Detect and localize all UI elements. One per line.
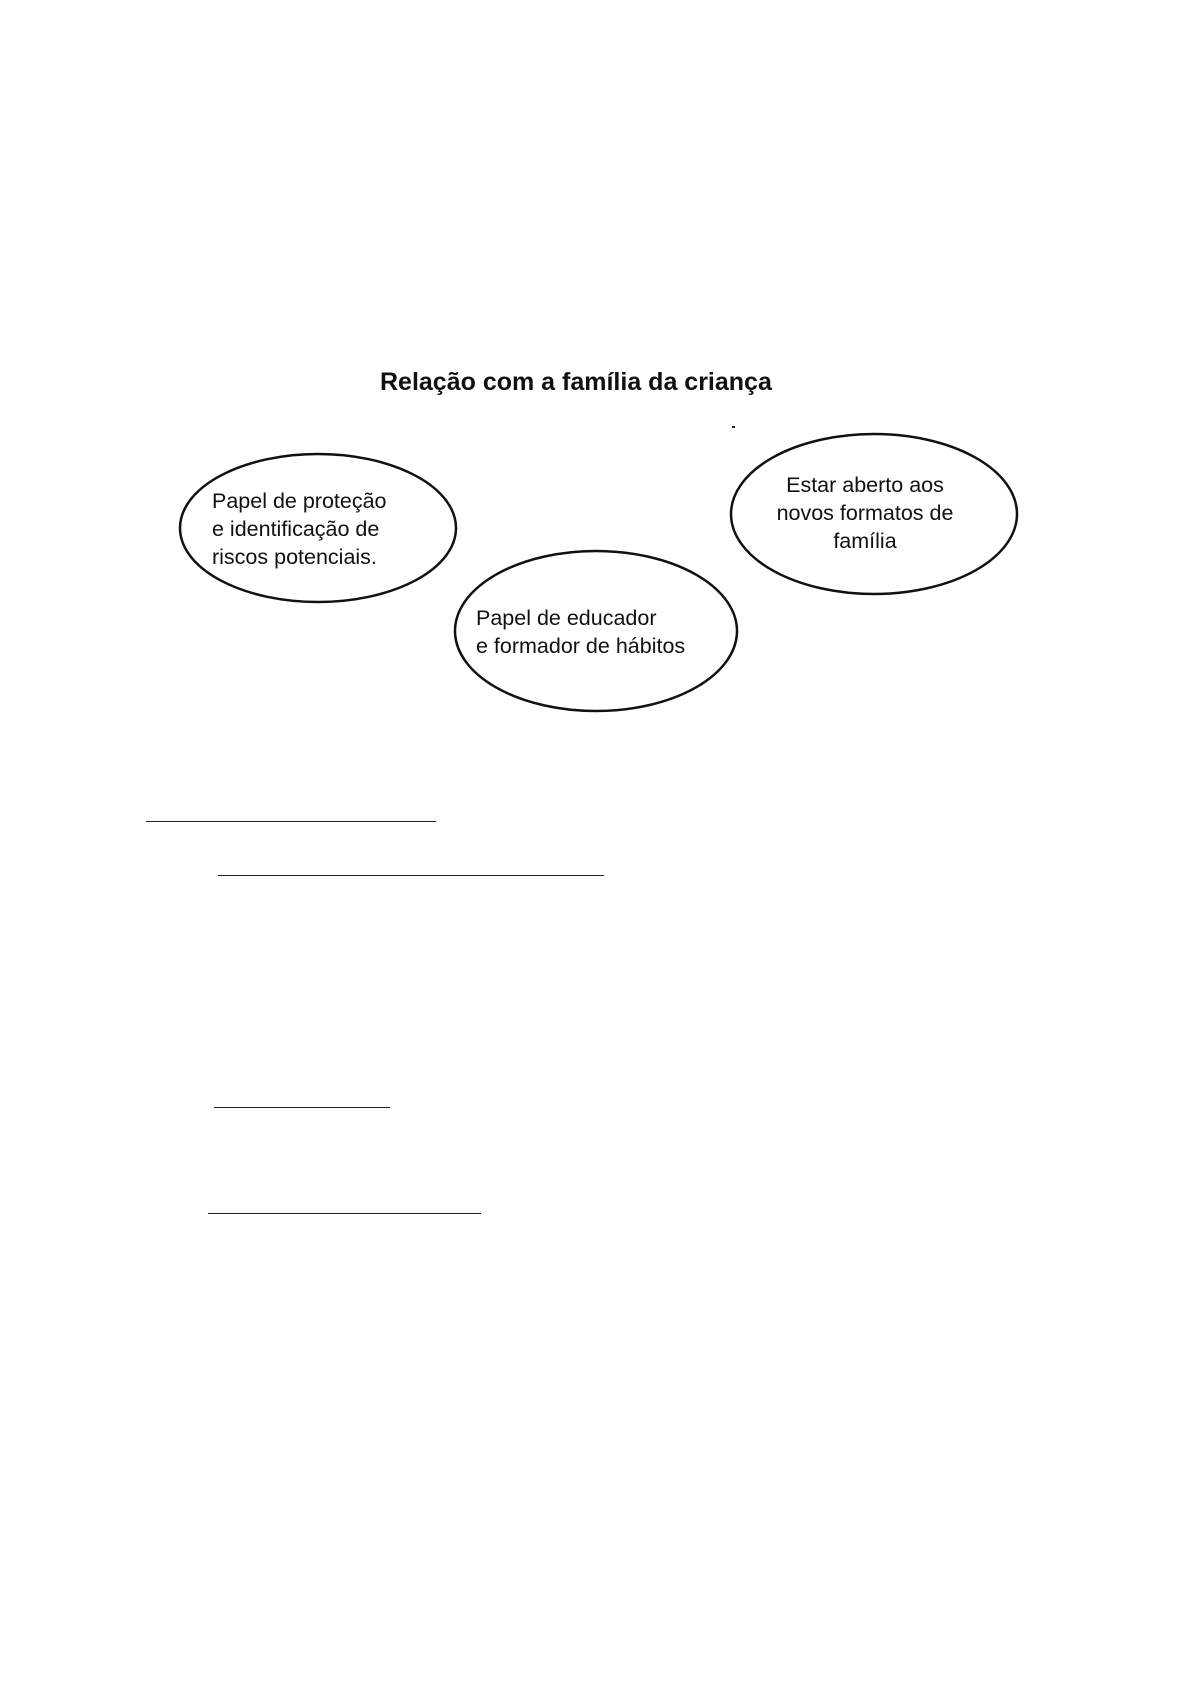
blank-line-4 — [208, 1213, 481, 1214]
bubble-protection-line-1: Papel de proteção — [212, 489, 387, 513]
bubble-protection-line-3: riscos potenciais. — [212, 545, 377, 569]
bubble-family-formats-line-1: Estar aberto aos — [786, 473, 944, 497]
bubble-educator-text — [476, 604, 685, 660]
bubble-educator-line-1: Papel de educador — [476, 606, 657, 630]
blank-line-2 — [218, 875, 604, 876]
blank-line-3 — [214, 1107, 390, 1108]
bubble-protection-text — [212, 487, 387, 571]
bubble-family-formats-line-2: novos formatos de — [776, 501, 954, 525]
bubble-educator-line-2: e formador de hábitos — [476, 634, 686, 658]
diagram-title: Relação com a família da criança — [380, 368, 772, 396]
bubble-family-formats-line-3: família — [833, 529, 897, 553]
blank-line-1 — [146, 821, 436, 822]
bubble-family-formats-text — [745, 471, 985, 555]
bubble-protection-line-2: e identificação de — [212, 517, 380, 541]
